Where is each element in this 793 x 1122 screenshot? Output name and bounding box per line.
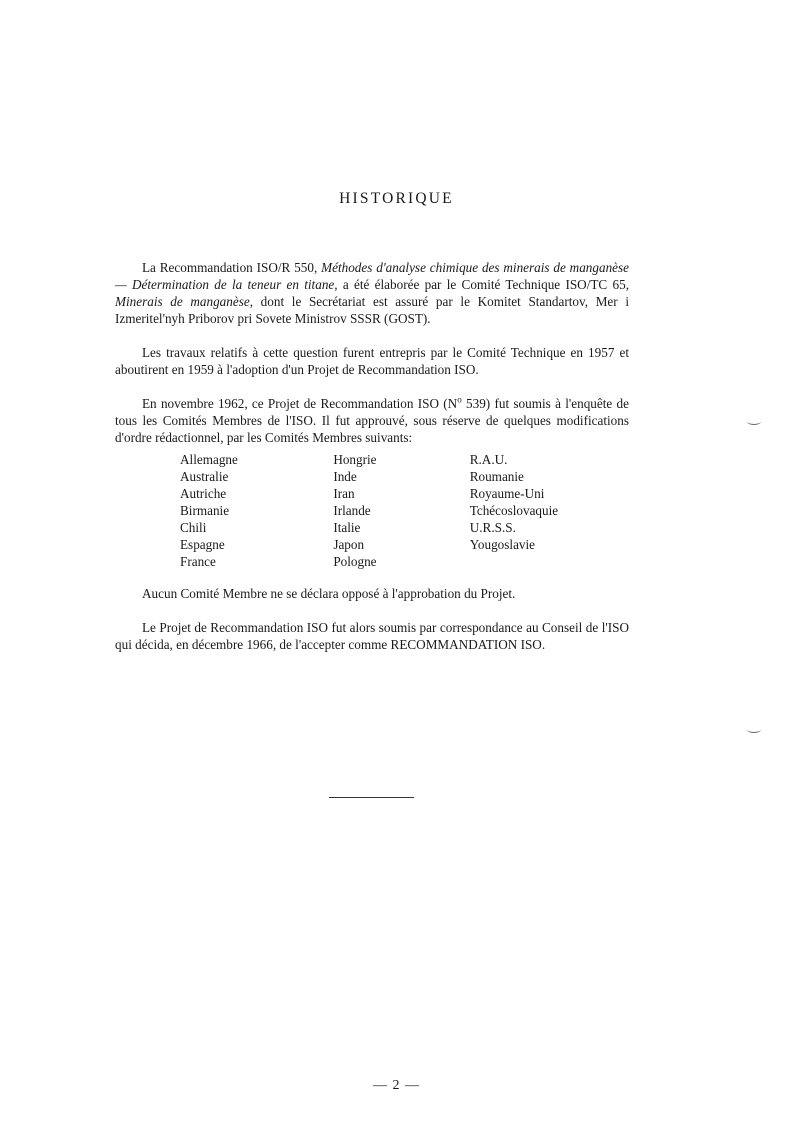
member-column-1 bbox=[180, 451, 333, 570]
member-item: Italie bbox=[333, 520, 361, 535]
paragraph-council-decision: Le Projet de Recommandation ISO fut alors soumis par correspondance au Conseil de l'ISO qui décida, en décembre 1966, de l'accepter comme RECOMMANDATION ISO. bbox=[115, 620, 629, 652]
member-item: Australie bbox=[180, 469, 229, 484]
margin-tick-mark bbox=[747, 418, 761, 425]
member-item: Royaume-Uni bbox=[469, 486, 545, 501]
document-body bbox=[115, 259, 629, 670]
member-item: Iran bbox=[333, 486, 355, 501]
member-item: Hongrie bbox=[333, 452, 377, 467]
member-item: Allemagne bbox=[180, 452, 238, 467]
section-divider bbox=[329, 797, 414, 798]
member-item: Yougoslavie bbox=[469, 537, 536, 552]
committee-name: Minerais de manganèse bbox=[115, 294, 250, 309]
paragraph-recommendation-part1: La Recommandation ISO/R 550, bbox=[142, 260, 322, 275]
margin-tick-mark bbox=[747, 726, 761, 733]
member-item: R.A.U. bbox=[469, 452, 508, 467]
page-title: HISTORIQUE bbox=[339, 190, 454, 207]
paragraph-recommendation-part3: , dont le Secrétariat est assuré par le Komitet Standartov, Mer i Izmeritel'nyh Priborov pri Sovete Ministrov SSSR (GOST). bbox=[115, 294, 629, 326]
recommendation-title: Méthodes d'analyse chimique des minerais de manganèse — Détermination de la teneur en titane bbox=[115, 260, 630, 292]
member-item: Espagne bbox=[180, 537, 225, 552]
member-item: Roumanie bbox=[469, 469, 524, 484]
paragraph-recommendation-part2: , a été élaborée par le Comité Technique ISO/TC 65, bbox=[334, 277, 629, 292]
member-item: Birmanie bbox=[180, 503, 230, 518]
member-item: Pologne bbox=[333, 554, 377, 569]
member-column-2 bbox=[333, 451, 469, 570]
member-item: Irlande bbox=[333, 503, 371, 518]
member-item: Chili bbox=[180, 520, 207, 535]
member-item: Tchécoslovaquie bbox=[469, 503, 559, 518]
member-item: Inde bbox=[333, 469, 357, 484]
member-item: France bbox=[180, 554, 216, 569]
paragraph-work-history: Les travaux relatifs à cette question furent entrepris par le Comité Technique en 1957 et aboutirent en 1959 à l'adoption d'un Projet de Recommandation ISO. bbox=[115, 345, 629, 377]
paragraph-recommendation bbox=[115, 259, 629, 327]
number-superscript: o bbox=[457, 394, 462, 405]
paragraph-enquiry bbox=[115, 395, 629, 446]
paragraph-enquiry-part2: 539) fut soumis à l'enquête de tous les Comités Membres de l'ISO. Il fut approuvé, sous réserve de quelques modifications d'ordre rédactionnel, par les Comités Membres suivants: bbox=[115, 396, 629, 445]
page-number: — 2 — bbox=[373, 1078, 420, 1093]
paragraph-no-opposition: Aucun Comité Membre ne se déclara opposé à l'approbation du Projet. bbox=[142, 586, 516, 601]
member-item: Autriche bbox=[180, 486, 227, 501]
member-item: Japon bbox=[333, 537, 365, 552]
paragraph-enquiry-part1: En novembre 1962, ce Projet de Recommandation ISO (N bbox=[142, 396, 458, 411]
member-column-3 bbox=[470, 451, 629, 570]
member-bodies-list bbox=[180, 451, 629, 570]
member-item: U.R.S.S. bbox=[469, 520, 516, 535]
